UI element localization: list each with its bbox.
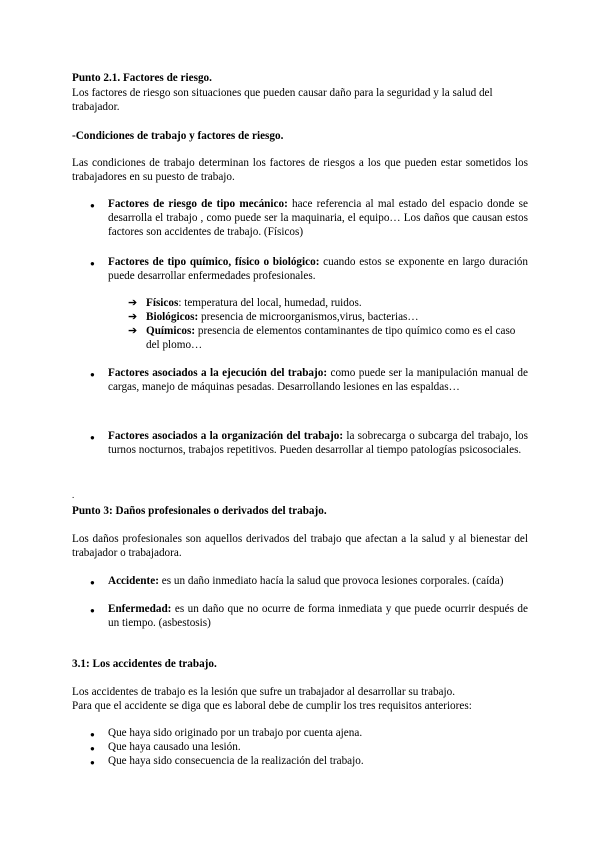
section-heading-factores-riesgo: Punto 2.1. Factores de riesgo. [72,72,212,84]
list-item-requisito: Que haya causado una lesión. [108,741,241,753]
section-heading-danos: Punto 3: Daños profesionales o derivados del trabajo. [72,505,327,517]
bullet-icon [90,727,96,742]
sublist-item-quimicos: Químicos: presencia de elementos contaminantes de tipo químico como es el caso del plomo… [146,325,516,351]
arrow-right-icon: ➔ [128,325,138,337]
sublist-item-fisicos: Físicos: temperatura del local, humedad, ruidos. [146,297,362,309]
bullet-icon [90,367,96,382]
paragraph-factores-riesgo: Los factores de riesgo son situaciones que pueden causar daño para la seguridad y la salud del trabajador. [72,87,493,113]
section-heading-accidentes: 3.1: Los accidentes de trabajo. [72,658,217,670]
bullet-icon [90,603,96,618]
bullet-icon [90,430,96,445]
sublist-item-biologicos: Biológicos: presencia de microorganismos,virus, bacterias… [146,311,419,323]
list-item-ejecucion: Factores asociados a la ejecución del trabajo: como puede ser la manipulación manual de cargas, manejo de máquinas pesadas. Desarrollando lesiones en las espaldas… [108,367,528,393]
section-heading-condiciones: -Condiciones de trabajo y factores de riesgo. [72,130,284,142]
stray-dot: . [72,490,75,500]
bullet-icon [90,198,96,213]
bullet-icon [90,755,96,770]
paragraph-condiciones: Las condiciones de trabajo determinan los factores de riesgos a los que pueden estar sometidos los trabajadores en su puesto de trabajo. [72,157,528,183]
list-item-requisito: Que haya sido originado por un trabajo por cuenta ajena. [108,727,363,739]
list-item-accidente: Accidente: es un daño inmediato hacía la salud que provoca lesiones corporales. (caída) [108,575,504,587]
list-item-organizacion: Factores asociados a la organización del trabajo: la sobrecarga o subcarga del trabajo, los turnos nocturnos, trabajos repetitivos. Pueden desarrollar al tiempo patologías psicosociales. [108,430,528,456]
list-item-enfermedad: Enfermedad: es un daño que no ocurre de forma inmediata y que puede ocurrir después de un tiempo. (asbestosis) [108,603,528,629]
arrow-right-icon: ➔ [128,311,138,323]
arrow-right-icon: ➔ [128,297,138,309]
list-item-mecanico: Factores de riesgo de tipo mecánico: hace referencia al mal estado del espacio donde se desarrolla el trabajo , como puede ser la maquinaria, el equipo… Los daños que causan estos factores son accidentes de trabajo. (Físicos) [108,198,528,238]
bullet-icon [90,741,96,756]
paragraph-accidentes-line2: Para que el accidente se diga que es laboral debe de cumplir los tres requisitos anteriores: [72,700,472,712]
list-item-quimico-fisico-biologico: Factores de tipo químico, físico o biológico: cuando estos se exponente en largo duración puede desarrollar enfermedades profesionales. [108,256,528,282]
bullet-icon [90,256,96,271]
paragraph-danos: Los daños profesionales son aquellos derivados del trabajo que afectan a la salud y al bienestar del trabajador o trabajadora. [72,533,528,559]
paragraph-accidentes-line1: Los accidentes de trabajo es la lesión que sufre un trabajador al desarrollar su trabajo. [72,686,456,698]
bullet-icon [90,575,96,590]
list-item-requisito: Que haya sido consecuencia de la realización del trabajo. [108,755,364,767]
